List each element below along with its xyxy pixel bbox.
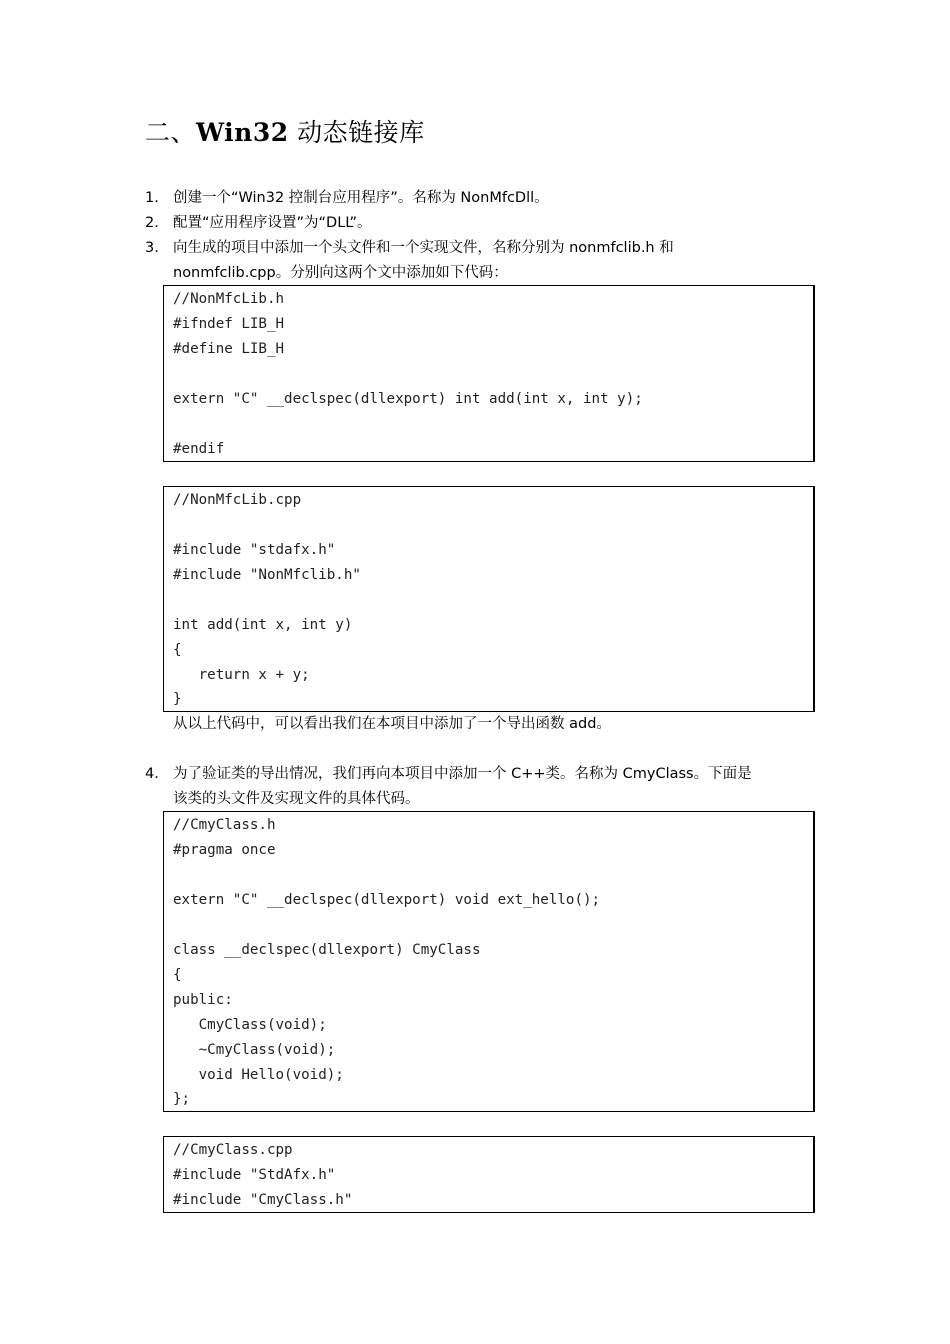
code-line: return x + y; — [173, 667, 310, 683]
list-text: 向生成的项目中添加一个头文件和一个实现文件，名称分别为 nonmfclib.h 和 — [173, 240, 674, 256]
list-item-3-continuation: nonmfclib.cpp。分别向这两个文中添加如下代码： — [173, 265, 508, 281]
note-paragraph: 从以上代码中，可以看出我们在本项目中添加了一个导出函数 add。 — [173, 716, 611, 732]
heading-bold: Win32 — [196, 118, 289, 147]
code-line: #define LIB_H — [173, 341, 285, 357]
list-text: 创建一个“Win32 控制台应用程序”。名称为 NonMfcDll。 — [173, 190, 549, 206]
heading-suffix: 动态链接库 — [288, 118, 425, 147]
list-text: 配置“应用程序设置”为“DLL”。 — [173, 215, 372, 231]
code-line: extern "C" __declspec(dllexport) void ext_hello(); — [173, 892, 601, 908]
code-line: CmyClass(void); — [173, 1017, 327, 1033]
code-line: #include "stdafx.h" — [173, 542, 336, 558]
list-item-4-continuation: 该类的头文件及实现文件的具体代码。 — [173, 791, 420, 807]
code-line: { — [173, 967, 182, 983]
section-heading — [145, 116, 425, 150]
code-line: #pragma once — [173, 842, 276, 858]
code-line: #include "StdAfx.h" — [173, 1167, 336, 1183]
list-number: 2. — [145, 215, 159, 231]
code-line: //CmyClass.cpp — [173, 1142, 293, 1158]
code-line: public: — [173, 992, 233, 1008]
code-line: class __declspec(dllexport) CmyClass — [173, 942, 481, 958]
list-number: 4. — [145, 766, 159, 782]
code-line: #include "NonMfclib.h" — [173, 567, 361, 583]
code-line: #include "CmyClass.h" — [173, 1192, 353, 1208]
code-line: void Hello(void); — [173, 1067, 344, 1083]
heading-prefix: 二、 — [145, 118, 197, 147]
code-line: ~CmyClass(void); — [173, 1042, 336, 1058]
code-line: #ifndef LIB_H — [173, 316, 285, 332]
list-text: 为了验证类的导出情况，我们再向本项目中添加一个 C++类。名称为 CmyClass。下面是 — [173, 766, 752, 782]
code-line: int add(int x, int y) — [173, 617, 353, 633]
code-line: //NonMfcLib.h — [173, 291, 285, 307]
list-number: 1. — [145, 190, 159, 206]
code-line: #endif — [173, 441, 225, 457]
code-line: extern "C" __declspec(dllexport) int add(int x, int y); — [173, 391, 643, 407]
code-line: }; — [173, 1091, 191, 1107]
code-block-lib-cpp — [163, 486, 815, 712]
code-block-class-cpp — [163, 1136, 815, 1213]
code-line: } — [173, 691, 182, 707]
code-block-class-h — [163, 811, 815, 1112]
list-number: 3. — [145, 240, 159, 256]
code-line: { — [173, 642, 182, 658]
code-block-lib-h — [163, 285, 815, 462]
code-line: //NonMfcLib.cpp — [173, 492, 302, 508]
code-line: //CmyClass.h — [173, 817, 276, 833]
